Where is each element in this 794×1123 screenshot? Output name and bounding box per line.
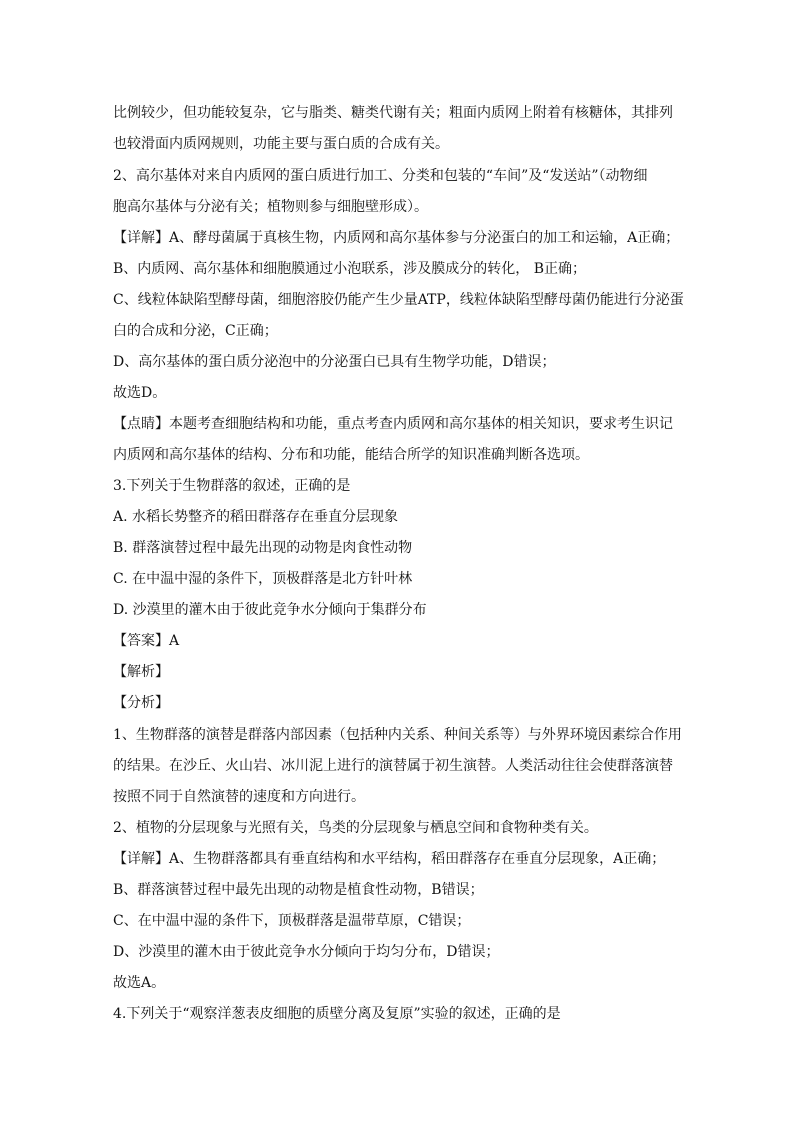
text-line: 【分析】 [113, 695, 169, 711]
text-line: 内质网和高尔基体的结构、分布和功能，能结合所学的知识准确判断各选项。 [113, 447, 589, 463]
text-line: 故选A。 [113, 975, 166, 991]
text-line: 白的合成和分泌，C正确； [113, 323, 278, 339]
text-line: 【答案】A [113, 633, 180, 649]
text-line: 的结果。在沙丘、火山岩、冰川泥上进行的演替属于初生演替。人类活动往往会使群落演替 [113, 758, 673, 774]
text-line: 【详解】A、生物群落都具有垂直结构和水平结构，稻田群落存在垂直分层现象，A正确； [113, 851, 666, 867]
text-line: D、高尔基体的蛋白质分泌泡中的分泌蛋白已具有生物学功能，D错误； [113, 354, 556, 370]
text-line: D、沙漠里的灌木由于彼此竞争水分倾向于均匀分布，D错误； [113, 944, 500, 960]
text-line: C、在中温中湿的条件下，顶极群落是温带草原，C错误； [113, 913, 471, 929]
text-line: 4.下列关于“观察洋葱表皮细胞的质壁分离及复原”实验的叙述，正确的是 [113, 1006, 561, 1022]
text-line: 故选D。 [113, 385, 167, 401]
text-line: 2、高尔基体对来自内质网的蛋白质进行加工、分类和包装的“车间”及“发送站”（动物细 [113, 168, 648, 184]
text-line: B、群落演替过程中最先出现的动物是植食性动物，B错误； [113, 882, 484, 898]
text-line: 【详解】A、酵母菌属于真核生物，内质网和高尔基体参与分泌蛋白的加工和运输，A正确； [113, 230, 680, 246]
text-line: 2、植物的分层现象与光照有关，鸟类的分层现象与栖息空间和食物种类有关。 [113, 820, 598, 836]
text-line: C、线粒体缺陷型酵母菌，细胞溶胶仍能产生少量ATP，线粒体缺陷型酵母菌仍能进行分泌蛋 [113, 292, 684, 308]
text-line: A. 水稻长势整齐的稻田群落存在垂直分层现象 [113, 509, 399, 525]
text-line: B、内质网、高尔基体和细胞膜通过小泡联系，涉及膜成分的转化， B正确； [113, 261, 587, 277]
text-line: 也较滑面内质网规则，功能主要与蛋白质的合成有关。 [113, 136, 449, 152]
text-line: D. 沙漠里的灌木由于彼此竞争水分倾向于集群分布 [113, 602, 427, 618]
text-line: 【解析】 [113, 664, 169, 680]
text-line: 胞高尔基体与分泌有关；植物则参与细胞壁形成）。 [113, 199, 428, 215]
text-line: C. 在中温中湿的条件下，顶极群落是北方针叶林 [113, 571, 413, 587]
text-line: 比例较少，但功能较复杂，它与脂类、糖类代谢有关；粗面内质网上附着有核糖体，其排列 [113, 105, 673, 121]
text-line: 1、生物群落的演替是群落内部因素（包括种内关系、种间关系等）与外界环境因素综合作用 [113, 727, 682, 743]
text-line: B. 群落演替过程中最先出现的动物是肉食性动物 [113, 540, 413, 556]
text-line: 【点睛】本题考查细胞结构和功能，重点考查内质网和高尔基体的相关知识，要求考生识记 [113, 416, 673, 432]
text-line: 按照不同于自然演替的速度和方向进行。 [113, 789, 365, 805]
text-line: 3.下列关于生物群落的叙述，正确的是 [113, 478, 351, 494]
